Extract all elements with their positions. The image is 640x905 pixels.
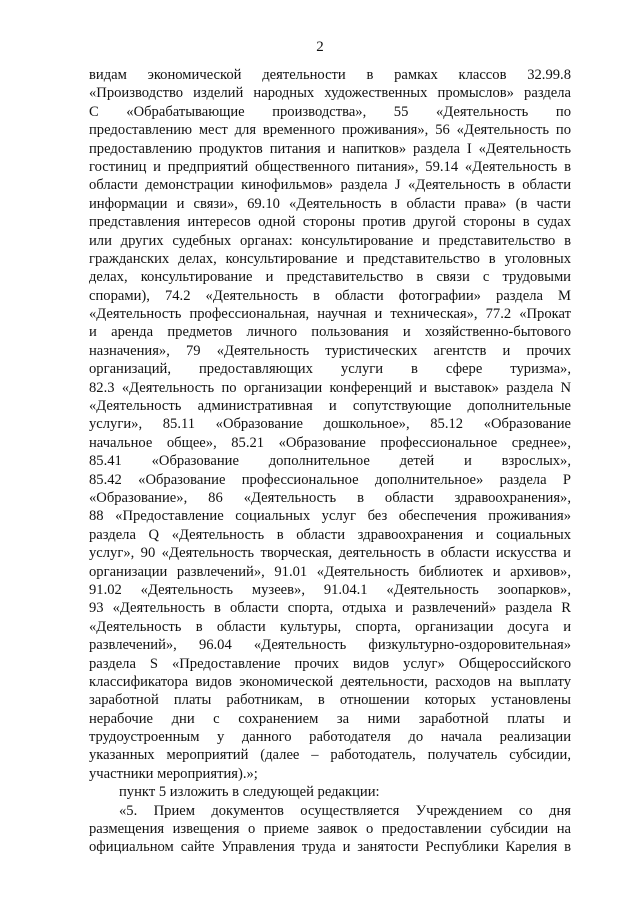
text-line: заработной платы работникам, в отношении которых установлены bbox=[89, 692, 571, 709]
text-line: официальном сайте Управления труда и занятости Республики Карелия в bbox=[89, 839, 571, 856]
text-line: классификатора видов экономической деятельности, расходов на выплату bbox=[89, 673, 571, 690]
text-line: видам экономической деятельности в рамках классов 32.99.8 bbox=[89, 67, 571, 83]
text-line: услуг», 90 «Деятельность творческая, деятельность в области искусства и bbox=[89, 545, 571, 562]
text-line: размещения извещения о приеме заявок о предоставлении субсидии на bbox=[89, 821, 571, 838]
text-line: «Деятельность профессиональная, научная и техническая», 77.2 «Прокат bbox=[89, 306, 571, 323]
text-line: развлечений», 96.04 «Деятельность физкультурно-оздоровительная» bbox=[89, 637, 571, 654]
text-line: представления интересов одной стороны против другой стороны в судах bbox=[89, 214, 571, 231]
text-line: предоставлению мест для временного проживания», 56 «Деятельность по bbox=[89, 122, 571, 139]
text-line: нерабочие дни с сохранением за ними заработной платы и bbox=[89, 710, 571, 727]
text-line: С «Обрабатывающие производства», 55 «Деятельность по bbox=[89, 103, 571, 120]
text-line: 93 «Деятельность в области спорта, отдыха и развлечений» раздела R bbox=[89, 600, 571, 617]
text-line: 88 «Предоставление социальных услуг без обеспечения проживания» bbox=[89, 508, 571, 525]
text-line: 82.3 «Деятельность по организации конференций и выставок» раздела N bbox=[89, 379, 571, 396]
paragraph-line: пункт 5 изложить в следующей редакции: bbox=[119, 784, 380, 801]
text-line: 85.42 «Образование профессиональное дополнительное» раздела Р bbox=[89, 471, 571, 488]
text-line: организации развлечений», 91.01 «Деятельность библиотек и архивов», bbox=[89, 563, 571, 580]
text-line: предоставлению продуктов питания и напитков» раздела I «Деятельность bbox=[89, 140, 571, 157]
text-line: спорами), 74.2 «Деятельность в области фотографии» раздела М bbox=[89, 287, 571, 304]
text-line: «Деятельность в области культуры, спорта, организации досуга и bbox=[89, 618, 571, 635]
text-line: области демонстрации кинофильмов» раздела J «Деятельность в области bbox=[89, 177, 571, 194]
text-line: услуги», 85.11 «Образование дошкольное», 85.12 «Образование bbox=[89, 416, 571, 433]
text-line: информации и связи», 69.10 «Деятельность в области права» (в части bbox=[89, 195, 571, 212]
text-line: начальное общее», 85.21 «Образование профессиональное среднее», bbox=[89, 434, 571, 451]
text-line: раздела Q «Деятельность в области здравоохранения и социальных bbox=[89, 526, 571, 543]
body-text bbox=[89, 66, 571, 857]
text-line: делах, консультирование и представительство в связи с трудовыми bbox=[89, 269, 571, 286]
text-line: указанных мероприятий (далее – работодатель, получатель субсидии, bbox=[89, 747, 571, 764]
text-line: гостиниц и предприятий общественного питания», 59.14 «Деятельность в bbox=[89, 158, 571, 175]
text-line: и аренда предметов личного пользования и хозяйственно-бытового bbox=[89, 324, 571, 341]
text-line: или других судебных органах: консультирование и представительство в bbox=[89, 232, 571, 249]
text-line: трудоустроенным у данного работодателя до начала реализации bbox=[89, 729, 571, 746]
page-number: 2 bbox=[316, 39, 324, 55]
text-line: 85.41 «Образование дополнительное детей и взрослых», bbox=[89, 453, 571, 470]
text-line: раздела S «Предоставление прочих видов услуг» Общероссийского bbox=[89, 655, 571, 672]
text-line: участники мероприятия).»; bbox=[89, 765, 258, 782]
text-line: «Деятельность административная и сопутствующие дополнительные bbox=[89, 398, 571, 415]
paragraph-line: «5. Прием документов осуществляется Учреждением со дня bbox=[119, 802, 571, 819]
text-line: 91.02 «Деятельность музеев», 91.04.1 «Деятельность зоопарков», bbox=[89, 581, 571, 598]
text-line: гражданских делах, консультирование и представительство в уголовных bbox=[89, 250, 571, 267]
text-line: организаций, предоставляющих услуги в сфере туризма», bbox=[89, 361, 571, 378]
text-line: «Производство изделий народных художественных промыслов» раздела bbox=[89, 85, 571, 102]
text-line: назначения», 79 «Деятельность туристических агентств и прочих bbox=[89, 342, 571, 359]
text-line: «Образование», 86 «Деятельность в области здравоохранения», bbox=[89, 489, 571, 506]
